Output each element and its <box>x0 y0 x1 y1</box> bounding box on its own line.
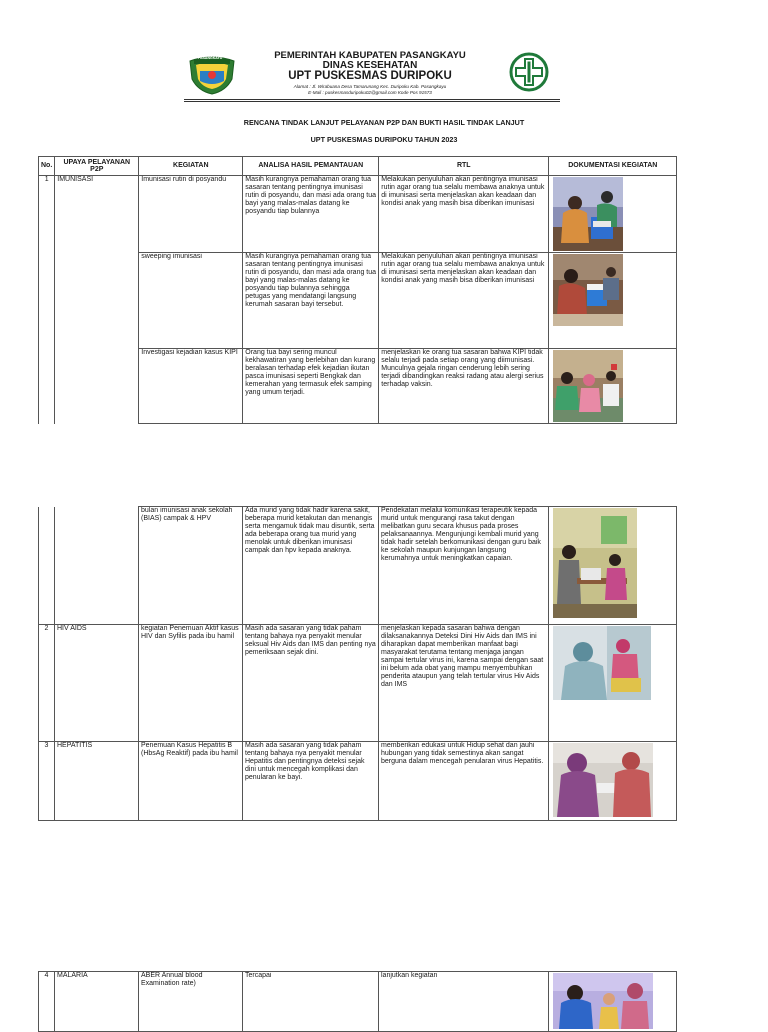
row-kegiatan: Penemuan Kasus Hepatitis B (HbsAg Reaktif) pada ibu hamil <box>139 742 243 821</box>
row-rtl: memberikan edukasi untuk Hidup sehat dan jauhi hubungan yang tidak semestinya akan sangat berguna dalam mencegah penularan virus Hepatitis. <box>379 742 549 821</box>
row-no: 2 <box>39 625 55 742</box>
row-rtl: Melakukan penyuluhan akan pentingnya imunisasi rutin agar orang tua selalu membawa anaknya untuk di imunisasi serta menjelaskan akan keadaan dan kondisi anak yang masih bisa diberikan imunisasi <box>379 176 549 253</box>
row-upaya: HIV AIDS <box>55 625 139 742</box>
row-upaya: MALARIA <box>55 972 139 1032</box>
table-row <box>39 972 677 1032</box>
table-header-row <box>39 157 677 176</box>
row-kegiatan: Imunisasi rutin di posyandu <box>139 176 243 253</box>
table-row <box>39 176 677 253</box>
row-kegiatan: kegiatan Penemuan Aktif kasus HIV dan Syfilis pada ibu hamil <box>139 625 243 742</box>
row-dokumentasi <box>549 507 677 625</box>
letterhead <box>180 48 560 104</box>
row-rtl: Melakukan penyuluhan akan pentingnya imunisasi rutin agar orang tua selalu membawa anaknya untuk di imunisasi serta menjelaskan akan keadaan dan kondisi anak yang masih bisa diberikan imunisasi <box>379 253 549 349</box>
document-title: RENCANA TINDAK LANJUT PELAYANAN P2P DAN BUKTI HASIL TINDAK LANJUT <box>243 118 525 127</box>
row-upaya <box>55 507 139 625</box>
row-dokumentasi <box>549 742 677 821</box>
letterhead-rule-thin <box>184 101 560 102</box>
header-rtl: RTL <box>379 157 549 176</box>
documentation-photo-sweeping-immunization <box>553 254 623 326</box>
row-rtl: lanjutkan kegiatan <box>379 972 549 1032</box>
documentation-photo-hepatitis-screening <box>553 743 653 817</box>
row-kegiatan: Investigasi kejadian kasus KIPI <box>139 349 243 424</box>
documentation-photo-malaria-aber <box>553 973 653 1029</box>
letterhead-line-3: UPT PUSKESMAS DURIPOKU <box>288 70 452 82</box>
rtl-table-part-2 <box>38 506 677 821</box>
row-no: 1 <box>39 176 55 424</box>
row-no: 3 <box>39 742 55 821</box>
table-row <box>39 625 677 742</box>
documentation-photo-hiv-screening <box>553 626 651 700</box>
row-analisa: Tercapai <box>243 972 379 1032</box>
row-rtl: Pendekatan melalui komunikasi terapeutik kepada murid untuk mengurangi rasa takut dengan melibatkan guru secara khusus pada proses pelaksanaannya. Mengunjungi kembali murid yang tidak hadir setelah berkomunikasi dengan guru baik ke sekolah maupun kunjungan langsung kerumahnya untuk meningkatkan capaian. <box>379 507 549 625</box>
row-analisa: Orang tua bayi sering muncul kekhawatiran yang berlebihan dan kurang beralasan terhadap efek kejadian ikutan pasca imunisasi seperti Bengkak dan kemerahan yang termasuk efek samping yang umum terjadi. <box>243 349 379 424</box>
header-upaya: UPAYA PELAYANAN P2P <box>55 157 139 176</box>
row-analisa: Masih kurangnya pemahaman orang tua sasaran tentang pentingnya imunisasi rutin di posyandu, dan masi ada orang tua bayi yang malas-malas datang ke posyandu tiap bulannya <box>243 176 379 253</box>
document-subtitle: UPT PUSKESMAS DURIPOKU TAHUN 2023 <box>310 135 458 144</box>
letterhead-line-2: DINAS KESEHATAN <box>322 60 418 71</box>
rtl-table-part-3 <box>38 971 677 1032</box>
documentation-photo-immunization-posyandu <box>553 177 623 251</box>
row-kegiatan: ABER Annual blood Examination rate) <box>139 972 243 1032</box>
row-rtl: menjelaskan ke orang tua sasaran bahwa KIPI tidak selalu terjadi pada setiap orang yang diimunisasi. Munculnya gejala ringan cenderung lebih sering terjadi dibandingkan reaksi radang atau alergi serius terhadap vaksin. <box>379 349 549 424</box>
row-dokumentasi <box>549 625 677 742</box>
letterhead-rule <box>184 99 560 100</box>
documentation-photo-kipi-investigation <box>553 350 623 422</box>
row-analisa: Masih kurangnya pemahaman orang tua sasaran tentang pentingnya imunisasi rutin di posyandu, dan masi ada orang tua bayi yang malas-malas datang ke posyandu tiap bulannya sehingga petugas yang mendatangi langsung kerumah sasaran bayi tersebut. <box>243 253 379 349</box>
header-kegiatan: KEGIATAN <box>139 157 243 176</box>
row-dokumentasi <box>549 972 677 1032</box>
row-upaya: HEPATITIS <box>55 742 139 821</box>
row-analisa: Masih ada sasaran yang tidak paham tentang bahaya nya penyakit menular seksual Hiv Aids dan IMS dan penting nya pemeriksaan sejak dini. <box>243 625 379 742</box>
row-analisa: Masih ada sasaran yang tidak paham tentang bahaya nya penyakit menular Hepatitis dan pentingnya deteksi sejak dini untuk mencegah komplikasi dan penularan ke bayi. <box>243 742 379 821</box>
documentation-photo-bias-school <box>553 508 637 618</box>
header-analisa: ANALISA HASIL PEMANTAUAN <box>243 157 379 176</box>
letterhead-email: E-Mail : puskesmasduripoku02@gmail.com Kode Pos 91573 <box>308 90 432 95</box>
left-logo-text: PASANGKAYU <box>198 56 223 60</box>
header-dokumentasi: DOKUMENTASI KEGIATAN <box>549 157 677 176</box>
row-kegiatan: sweeping imunisasi <box>139 253 243 349</box>
row-no <box>39 507 55 625</box>
row-dokumentasi <box>549 253 677 349</box>
row-upaya: IMUNISASI <box>55 176 139 424</box>
row-no: 4 <box>39 972 55 1032</box>
rtl-table-part-1 <box>38 156 677 424</box>
header-no: No. <box>39 157 55 176</box>
row-kegiatan: bulan imunisasi anak sekolah (BIAS) campak & HPV <box>139 507 243 625</box>
row-analisa: Ada murid yang tidak hadir karena sakit, beberapa murid ketakutan dan menangis serta mengamuk tidak mau disuntik, serta ada beberapa orang tua murid yang menolak untuk diberikan imunisasi campak dan hpv kepada anaknya. <box>243 507 379 625</box>
table-row <box>39 507 677 625</box>
letterhead-address: Alamat : Jl. Wirabuana Desa Tamarunang Kec. Duripoku Kab. Pasangkayu <box>293 84 447 89</box>
table-row <box>39 742 677 821</box>
row-dokumentasi <box>549 176 677 253</box>
row-dokumentasi <box>549 349 677 424</box>
letterhead-line-1: PEMERINTAH KABUPATEN PASANGKAYU <box>274 50 466 61</box>
row-rtl: menjelaskan kepada sasaran bahwa dengan dilaksanakannya Deteksi Dini Hiv Aids dan IMS ini diharapkan dapat memberikan manfaat bagi masyarakat terutama tentang menjaga jangan sampai tertular virus ini, karena sampai dengan saat ini belum ada obat yang mampu menyembuhkan penderita ataupun yang telah tertular virus Hiv Aids dan IMS <box>379 625 549 742</box>
